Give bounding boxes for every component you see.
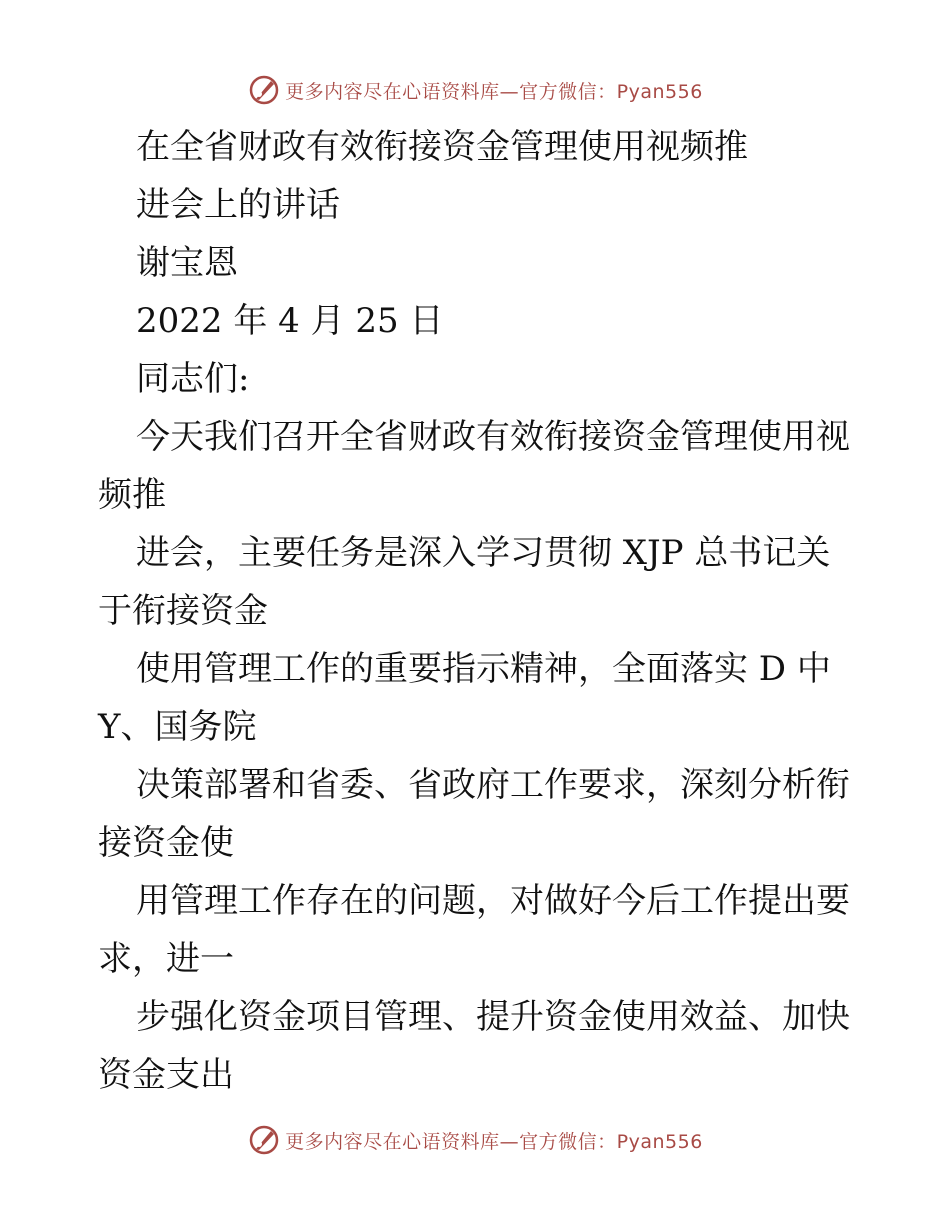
quill-pen-logo-icon <box>247 73 281 107</box>
doc-paragraph-line: 资金支出 <box>98 1055 234 1095</box>
doc-paragraph-line: 决策部署和省委、省政府工作要求，深刻分析衔 <box>136 765 850 805</box>
doc-paragraph-line: Y、国务院 <box>98 707 257 747</box>
doc-title-line-1: 在全省财政有效衔接资金管理使用视频推 <box>136 127 748 167</box>
banner-text: 更多内容尽在心语资料库—官方微信：Pyan556 <box>285 80 703 103</box>
doc-paragraph-line: 步强化资金项目管理、提升资金使用效益、加快 <box>136 997 850 1037</box>
doc-paragraph-line: 用管理工作存在的问题，对做好今后工作提出要 <box>136 881 850 921</box>
doc-paragraph-line: 进会，主要任务是深入学习贯彻 XJP 总书记关 <box>136 533 831 573</box>
doc-date: 2022 年 4 月 25 日 <box>136 301 444 341</box>
quill-pen-logo-icon <box>247 1123 281 1157</box>
doc-author: 谢宝恩 <box>136 243 238 283</box>
doc-paragraph-line: 接资金使 <box>98 823 234 863</box>
doc-paragraph-line: 频推 <box>98 475 166 515</box>
footer-watermark-banner <box>0 1120 950 1160</box>
doc-paragraph-line: 使用管理工作的重要指示精神，全面落实 D 中 <box>136 649 831 689</box>
doc-paragraph-line: 于衔接资金 <box>98 591 268 631</box>
header-watermark-banner <box>0 70 950 110</box>
doc-title-line-2: 进会上的讲话 <box>136 185 340 225</box>
banner-text: 更多内容尽在心语资料库—官方微信：Pyan556 <box>285 1130 703 1153</box>
doc-paragraph-line: 今天我们召开全省财政有效衔接资金管理使用视 <box>136 417 850 457</box>
doc-salutation: 同志们: <box>136 359 250 399</box>
doc-paragraph-line: 求，进一 <box>98 939 234 979</box>
